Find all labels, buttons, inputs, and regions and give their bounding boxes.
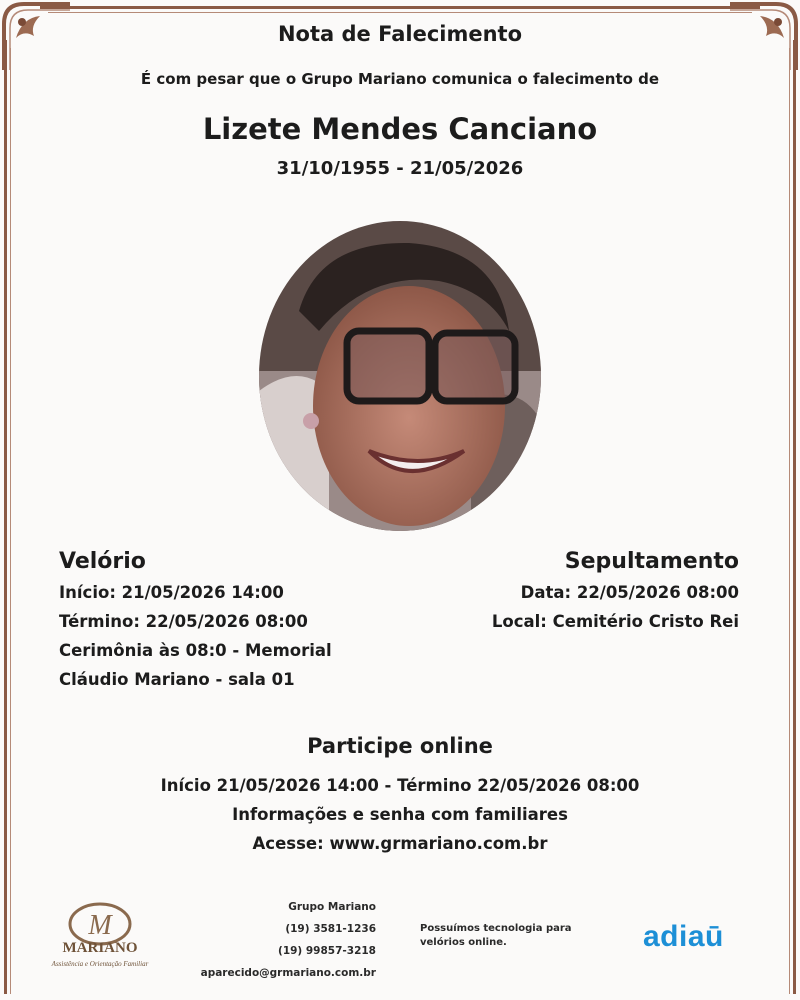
adiau-logo	[643, 920, 724, 954]
sepultamento-heading: Sepultamento	[564, 549, 739, 574]
portrait-photo	[259, 221, 541, 531]
svg-text:Assistência e Orientação Famil: Assistência e Orientação Familiar	[51, 960, 149, 968]
contact-company: Grupo Mariano	[288, 901, 376, 913]
svg-text:M: M	[88, 910, 112, 941]
contact-email[interactable]: aparecido@grmariano.com.br	[200, 967, 376, 979]
sepultamento-place: Local: Cemitério Cristo Rei	[491, 612, 739, 631]
velorio-room: Cláudio Mariano - sala 01	[59, 670, 295, 689]
life-dates: 31/10/1955 - 21/05/2026	[276, 158, 524, 179]
contact-block	[201, 896, 376, 984]
notice-title: Nota de Falecimento	[277, 22, 523, 46]
velorio-heading: Velório	[59, 549, 146, 574]
velorio-end: Término: 22/05/2026 08:00	[59, 612, 308, 631]
sepultamento-date: Data: 22/05/2026 08:00	[520, 583, 739, 602]
online-tech-note: Possuímos tecnologia para velórios online.	[420, 923, 572, 948]
contact-phone[interactable]: (19) 3581-1236	[285, 923, 376, 935]
frame-border-top-inner	[48, 12, 752, 13]
online-access-link[interactable]: Acesse: www.grmariano.com.br	[252, 834, 548, 853]
velorio-start: Início: 21/05/2026 14:00	[59, 583, 284, 602]
contact-mobile[interactable]: (19) 99857-3218	[278, 945, 376, 957]
deceased-name: Lizete Mendes Canciano	[202, 112, 598, 146]
online-password-info: Informações e senha com familiares	[232, 805, 568, 824]
mariano-logo	[44, 902, 156, 972]
frame-border-top	[40, 6, 760, 9]
online-schedule: Início 21/05/2026 14:00 - Término 22/05/2026 08:00	[160, 776, 640, 795]
velorio-section	[59, 546, 399, 694]
svg-text:MARIANO: MARIANO	[62, 940, 138, 956]
notice-subtitle: É com pesar que o Grupo Mariano comunica o falecimento de	[140, 70, 660, 88]
online-heading: Participe online	[307, 734, 493, 758]
velorio-ceremony: Cerimônia às 08:0 - Memorial	[59, 641, 332, 660]
sepultamento-section	[399, 546, 739, 636]
adiau-logo-text: adiaū	[643, 920, 724, 953]
